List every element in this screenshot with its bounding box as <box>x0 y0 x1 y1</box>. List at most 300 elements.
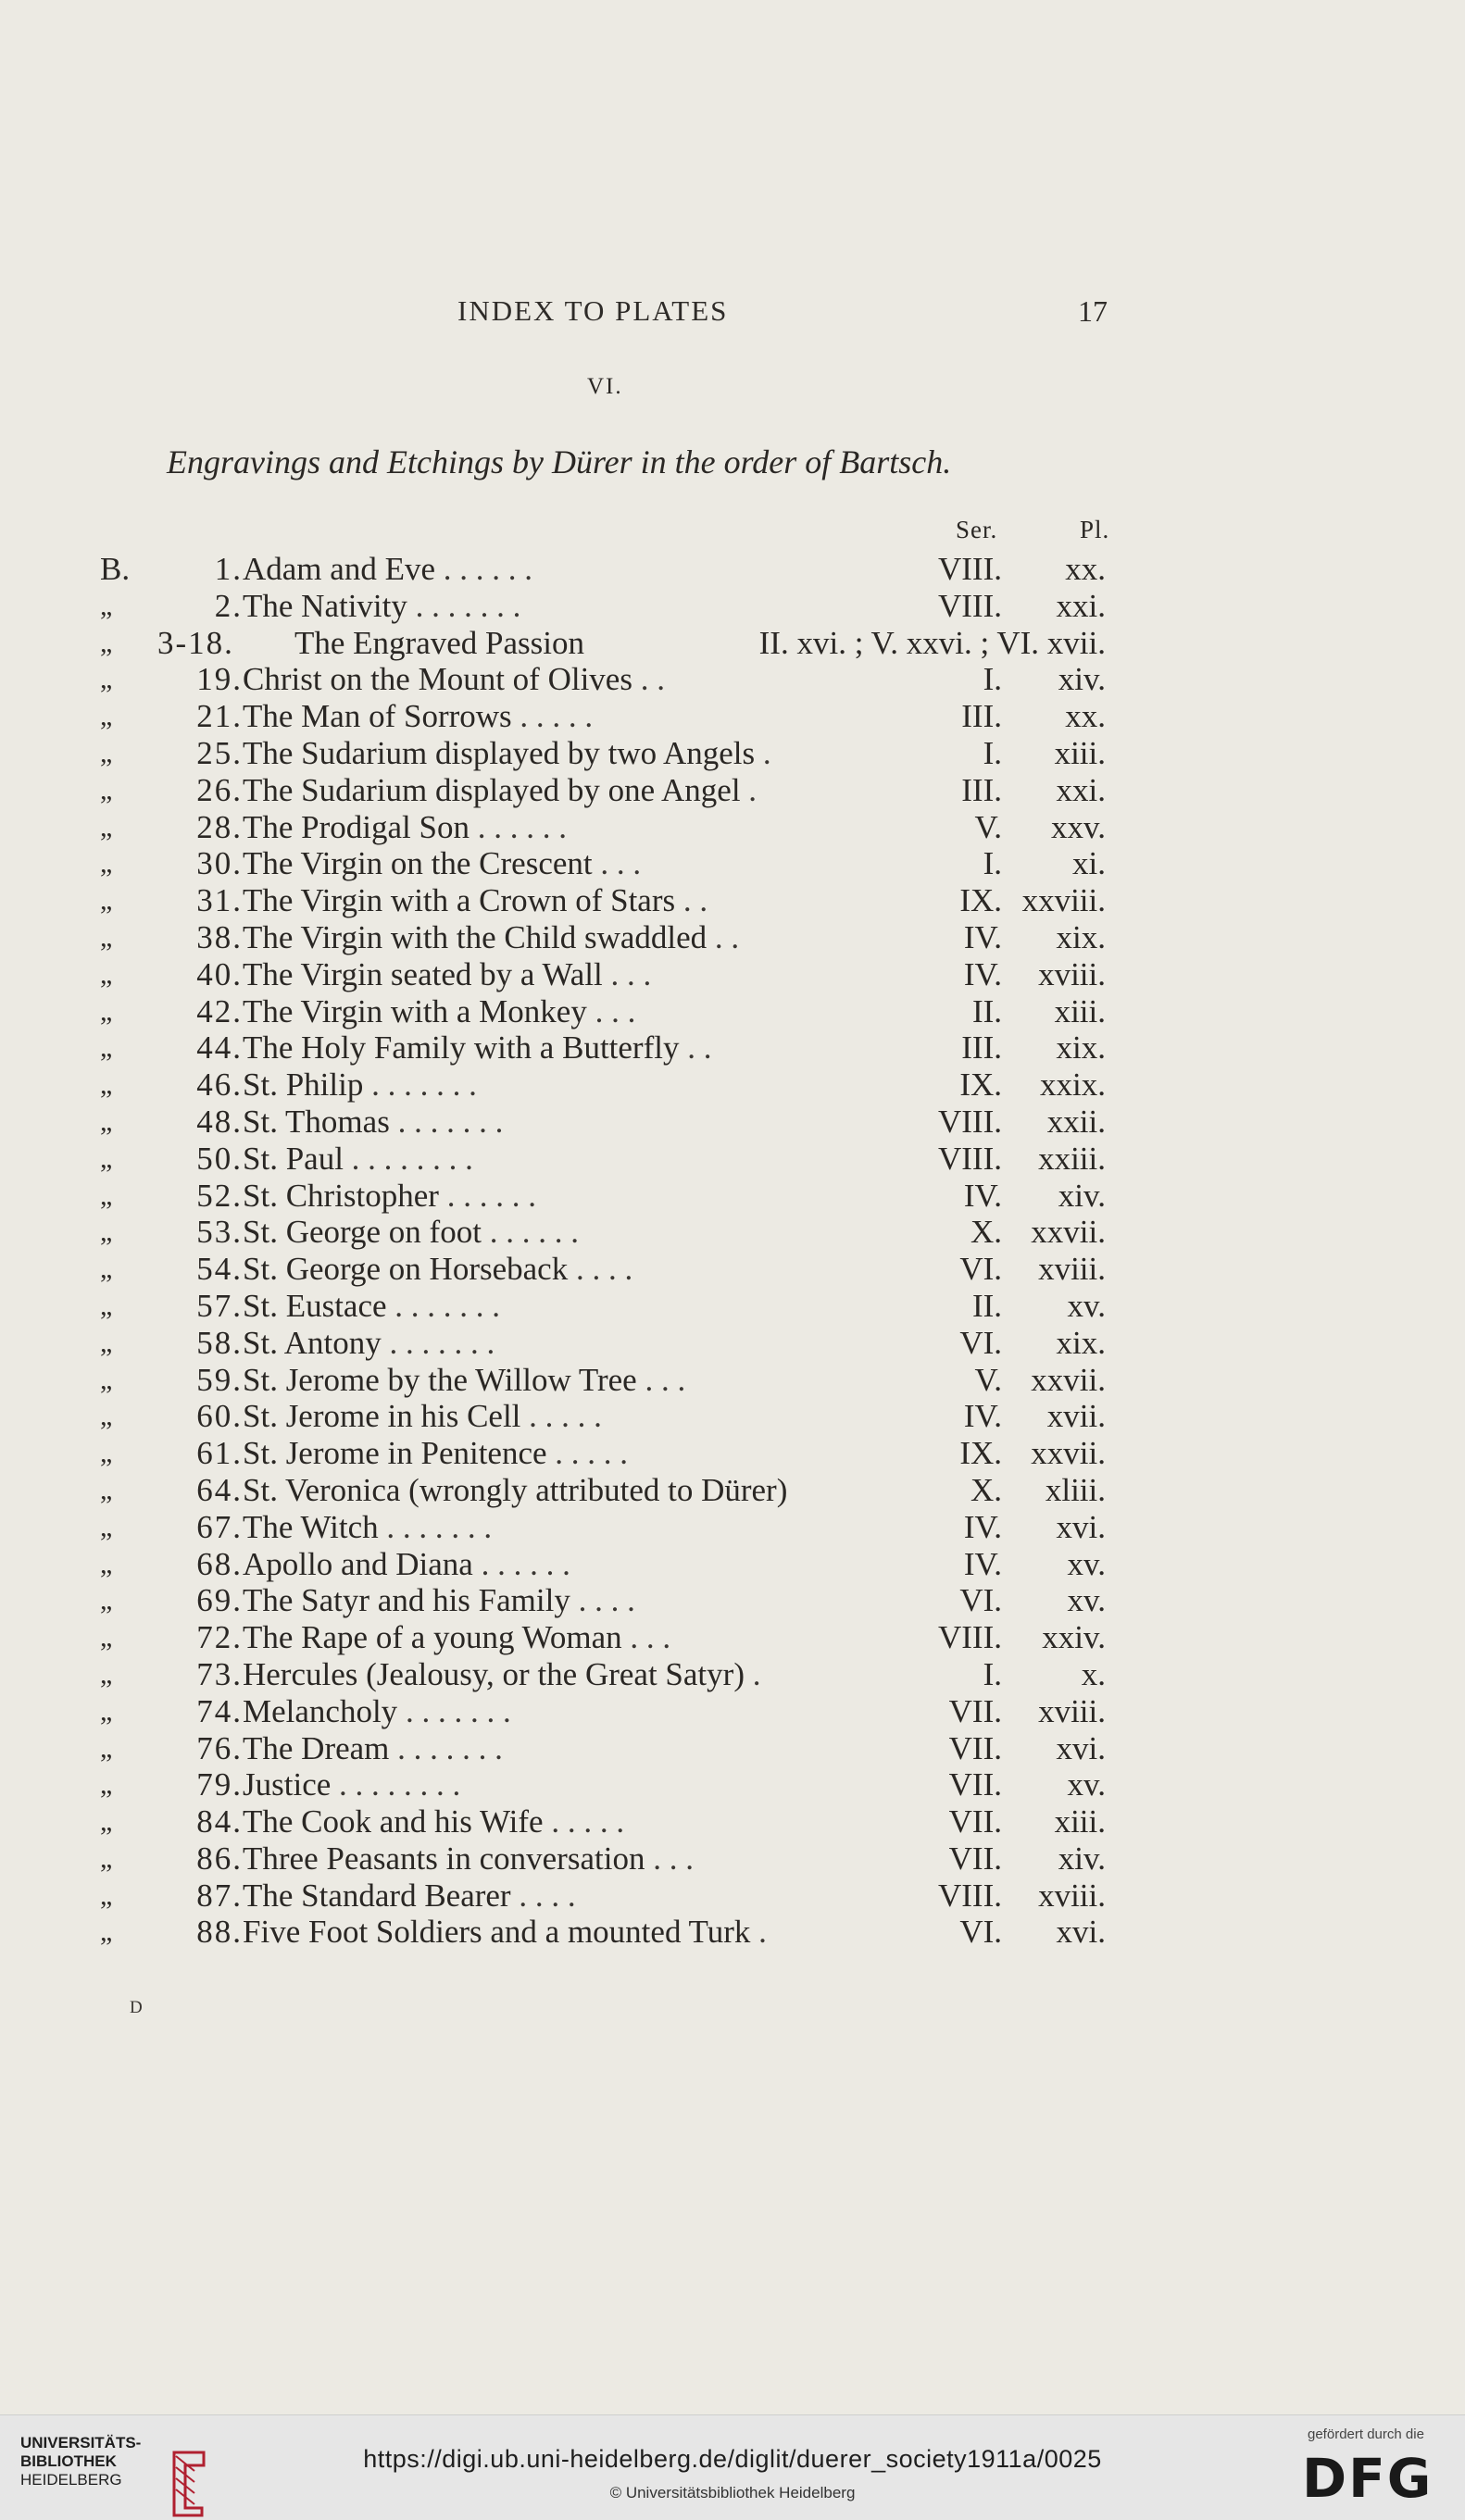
entry-title-text: The Man of Sorrows <box>243 698 512 735</box>
entry-title-text: Hercules (Jealousy, or the Great Satyr) <box>243 1655 745 1692</box>
entry-title-text: The Satyr and his Family <box>243 1582 570 1619</box>
entry-prefix: „ <box>100 885 113 917</box>
entry-series: II. <box>971 992 1002 1029</box>
entry-plate: xxii. <box>1046 1103 1106 1140</box>
entry-title-text: St. Paul <box>243 1140 344 1177</box>
dot-leader: . . . . . . . . <box>331 1766 461 1803</box>
entry-series: VII. <box>948 1766 1002 1803</box>
entry-series: X. <box>970 1471 1002 1508</box>
entry-bartsch-number: 1. <box>214 551 243 587</box>
entry-prefix: „ <box>100 1179 113 1211</box>
entry-prefix: „ <box>100 1069 113 1101</box>
entry-plate: xvii. <box>1046 1398 1106 1435</box>
entry-prefix: „ <box>100 664 113 695</box>
entry-title-text: St. Thomas <box>243 1103 390 1140</box>
entry-bartsch-number: 86. <box>196 1840 243 1877</box>
entry-plate: xiv. <box>1058 1177 1106 1214</box>
entry-series-plates: II. xvi. ; V. xxvi. ; VI. xvii. <box>758 624 1106 661</box>
index-entry <box>0 1029 1465 1067</box>
entry-title-text: Five Foot Soldiers and a mounted Turk <box>243 1914 751 1951</box>
entry-bartsch-number: 40. <box>196 955 243 992</box>
entry-bartsch-number: 46. <box>196 1067 243 1104</box>
entry-plate: xix. <box>1056 1029 1106 1067</box>
entry-title <box>243 1251 632 1288</box>
entry-title-text: The Virgin with the Child swaddled <box>243 918 707 955</box>
entry-plate: xxvii. <box>1031 1361 1106 1398</box>
entry-title <box>243 809 567 846</box>
dot-leader: . . . . <box>570 1582 635 1619</box>
viewer-footer <box>0 2414 1465 2520</box>
entry-prefix: „ <box>100 1548 113 1579</box>
index-entry <box>0 1251 1465 1288</box>
entry-bartsch-number: 19. <box>196 661 243 698</box>
index-entry <box>0 1878 1465 1915</box>
entry-bartsch-number: 57. <box>196 1287 243 1324</box>
index-entry <box>0 1730 1465 1767</box>
entry-title <box>243 1840 694 1878</box>
entry-bartsch-number: 64. <box>196 1471 243 1508</box>
entry-series: I. <box>983 845 1002 882</box>
entry-bartsch-number: 79. <box>196 1766 243 1803</box>
dot-leader: . . . . . . <box>481 1214 579 1251</box>
entry-title <box>243 1878 576 1915</box>
entry-series: I. <box>983 734 1002 771</box>
entry-bartsch-number: 73. <box>196 1655 243 1692</box>
entry-plate: xxvii. <box>1031 1214 1106 1251</box>
entry-plate: xxiii. <box>1038 1140 1106 1177</box>
index-entry <box>0 1325 1465 1362</box>
entry-series: IX. <box>959 882 1002 919</box>
entry-plate: xiii. <box>1054 992 1106 1029</box>
index-entry <box>0 1214 1465 1251</box>
entry-prefix: „ <box>100 811 113 842</box>
entry-series: III. <box>961 771 1002 808</box>
entry-title-text: St. George on foot <box>243 1214 482 1251</box>
entry-prefix: „ <box>100 1032 113 1064</box>
running-head <box>0 294 1465 331</box>
entry-title-text: St. George on Horseback <box>243 1251 569 1288</box>
entry-series: IX. <box>959 1067 1002 1104</box>
entry-prefix: „ <box>100 1842 113 1874</box>
funding-note: gefördert durch die <box>1308 2426 1424 2442</box>
column-header-series: Ser. <box>956 516 998 543</box>
index-entry <box>0 845 1465 882</box>
dot-leader: . . . . . . . <box>397 1692 511 1729</box>
entry-prefix: „ <box>100 1216 113 1248</box>
entry-title <box>243 993 635 1030</box>
entry-prefix: „ <box>100 1879 113 1911</box>
entry-title <box>243 1214 579 1251</box>
entry-plate: xv. <box>1067 1766 1106 1803</box>
entry-series: IV. <box>963 918 1002 955</box>
entry-title-text: Adam and Eve <box>243 551 435 587</box>
entry-plate: xviii. <box>1038 1877 1106 1914</box>
dot-leader: . . . <box>645 1840 694 1877</box>
section-number: VI. <box>587 374 623 399</box>
entry-prefix: „ <box>100 774 113 805</box>
index-entry <box>0 993 1465 1030</box>
entry-title-text: St. Antony <box>243 1324 382 1361</box>
entry-plate: xviii. <box>1038 955 1106 992</box>
entry-title <box>294 625 584 662</box>
entry-series: IV. <box>963 1508 1002 1545</box>
running-title: INDEX TO PLATES <box>457 294 729 327</box>
entry-prefix: „ <box>100 1658 113 1690</box>
index-entry <box>0 1398 1465 1435</box>
entry-series: VIII. <box>938 587 1002 624</box>
entry-bartsch-number: 21. <box>196 698 243 735</box>
index-entry <box>0 1435 1465 1472</box>
dot-leader: . <box>744 1655 761 1692</box>
dot-leader: . <box>755 734 771 771</box>
index-entry <box>0 735 1465 772</box>
section-subtitle: Engravings and Etchings by Dürer in the order of Bartsch. <box>167 443 952 480</box>
entry-title <box>243 1803 624 1840</box>
index-entry <box>0 1067 1465 1104</box>
page-number: 17 <box>1078 294 1108 328</box>
dot-leader: . . . . . . . <box>381 1324 495 1361</box>
entry-prefix: „ <box>100 921 113 953</box>
entry-title <box>243 551 532 588</box>
entry-plate: x. <box>1081 1655 1106 1692</box>
entry-title <box>243 919 739 956</box>
dot-leader: . . <box>632 661 665 698</box>
entry-plate: xix. <box>1056 918 1106 955</box>
index-entry <box>0 1546 1465 1583</box>
entry-prefix: „ <box>100 1438 113 1469</box>
index-entry <box>0 1362 1465 1399</box>
entry-title <box>243 1582 635 1619</box>
entry-bartsch-number: 3-18. <box>157 624 234 661</box>
entry-bartsch-number: 26. <box>196 771 243 808</box>
index-entry <box>0 1178 1465 1215</box>
entry-bartsch-number: 53. <box>196 1214 243 1251</box>
index-entry <box>0 772 1465 809</box>
dot-leader: . . . . . . . . <box>343 1140 473 1177</box>
entry-series: IV. <box>963 1545 1002 1582</box>
entry-title-text: The Virgin on the Crescent <box>243 845 593 882</box>
entry-series: VII. <box>948 1729 1002 1766</box>
column-header-plate: Pl. <box>1080 516 1110 543</box>
entry-title-text: The Dream <box>243 1729 390 1766</box>
dot-leader: . . <box>707 918 740 955</box>
entry-plate: xv. <box>1067 1287 1106 1324</box>
index-entry <box>0 661 1465 698</box>
entry-series: I. <box>983 1655 1002 1692</box>
dot-leader: . . . . . . . <box>378 1508 493 1545</box>
entry-bartsch-number: 59. <box>196 1361 243 1398</box>
entry-series: V. <box>974 808 1002 845</box>
entry-title-text: The Cook and his Wife <box>243 1803 544 1840</box>
entry-plate: xiii. <box>1054 734 1106 771</box>
entry-plate: xvi. <box>1056 1729 1106 1766</box>
entry-bartsch-number: 61. <box>196 1435 243 1472</box>
signature-mark: D <box>130 1998 143 2017</box>
entry-bartsch-number: 58. <box>196 1324 243 1361</box>
entry-title <box>243 1325 495 1362</box>
entry-prefix: „ <box>100 1105 113 1137</box>
entry-bartsch-number: 28. <box>196 808 243 845</box>
entry-series: I. <box>983 661 1002 698</box>
entry-title <box>243 1509 492 1546</box>
entry-series: VI. <box>959 1251 1002 1288</box>
entry-title <box>243 1914 767 1951</box>
entry-bartsch-number: 48. <box>196 1103 243 1140</box>
entry-series: VI. <box>959 1582 1002 1619</box>
dot-leader: . . . <box>592 845 642 882</box>
entry-title <box>243 1067 477 1104</box>
entry-bartsch-number: 42. <box>196 992 243 1029</box>
entry-title <box>243 1288 500 1325</box>
entry-bartsch-number: 52. <box>196 1177 243 1214</box>
dot-leader: . . . <box>586 992 636 1029</box>
entry-title <box>243 1766 460 1803</box>
entry-plate: xxviii. <box>1021 882 1106 919</box>
dot-leader: . . . . . . . <box>407 587 521 624</box>
entry-bartsch-number: 60. <box>196 1398 243 1435</box>
dot-leader: . . . <box>602 955 652 992</box>
entry-title-text: St. Jerome in Penitence <box>243 1435 547 1472</box>
entry-bartsch-number: 69. <box>196 1582 243 1619</box>
entry-series: VIII. <box>938 551 1002 587</box>
entry-plate: xxvii. <box>1031 1435 1106 1472</box>
entry-title <box>243 956 651 993</box>
entry-title <box>243 882 707 919</box>
dot-leader: . . . . . . . <box>363 1067 477 1104</box>
entry-title <box>243 845 641 882</box>
entry-title-text: Melancholy <box>243 1692 398 1729</box>
dot-leader: . . . . <box>510 1877 576 1914</box>
entry-title <box>243 1619 670 1656</box>
index-entry <box>0 1619 1465 1656</box>
index-entry <box>0 809 1465 846</box>
entry-series: VIII. <box>938 1619 1002 1656</box>
entry-title <box>243 1362 685 1399</box>
entry-plate: xvi. <box>1056 1508 1106 1545</box>
entry-title <box>243 698 593 735</box>
entry-title <box>243 1693 511 1730</box>
entry-bartsch-number: 84. <box>196 1803 243 1840</box>
entry-title-text: The Virgin with a Monkey <box>243 992 587 1029</box>
entry-prefix: „ <box>100 1732 113 1764</box>
entry-plate: xxi. <box>1056 771 1106 808</box>
dot-leader: . . . . . <box>543 1803 625 1840</box>
entry-title <box>243 1730 503 1767</box>
dot-leader: . . . . . . <box>434 551 532 587</box>
dot-leader: . . . . . . . <box>389 1103 504 1140</box>
entry-series: IV. <box>963 955 1002 992</box>
entry-prefix: B. <box>100 551 131 587</box>
entry-prefix: „ <box>100 1474 113 1505</box>
entry-title <box>243 735 771 772</box>
entry-bartsch-number: 50. <box>196 1140 243 1177</box>
entry-prefix: „ <box>100 1695 113 1727</box>
entry-bartsch-number: 74. <box>196 1692 243 1729</box>
entry-title-text: The Virgin seated by a Wall <box>243 955 603 992</box>
entry-bartsch-number: 38. <box>196 918 243 955</box>
entry-series: IV. <box>963 1177 1002 1214</box>
entry-title <box>243 1141 473 1178</box>
entry-plate: xiii. <box>1054 1803 1106 1840</box>
entry-series: VIII. <box>938 1140 1002 1177</box>
entry-bartsch-number: 25. <box>196 734 243 771</box>
entry-prefix: „ <box>100 1769 113 1801</box>
dot-leader: . . . . . . . <box>389 1729 503 1766</box>
entry-title-text: Apollo and Diana <box>243 1545 473 1582</box>
entry-series: VI. <box>959 1914 1002 1951</box>
entry-plate: xviii. <box>1038 1251 1106 1288</box>
dot-leader: . . . . . . <box>472 1545 570 1582</box>
entry-title <box>243 1029 711 1067</box>
entry-title-text: St. Jerome by the Willow Tree <box>243 1361 637 1398</box>
entry-plate: xv. <box>1067 1545 1106 1582</box>
entry-title-text: The Engraved Passion <box>294 624 584 661</box>
index-entry <box>0 625 1465 662</box>
entry-plate: xxv. <box>1051 808 1106 845</box>
entry-series: III. <box>961 1029 1002 1067</box>
entry-title-text: St. Christopher <box>243 1177 439 1214</box>
index-entry <box>0 956 1465 993</box>
entry-plate: xiv. <box>1058 1840 1106 1877</box>
index-entry <box>0 1288 1465 1325</box>
entry-plate: xxiv. <box>1042 1619 1106 1656</box>
plate-index-list <box>0 551 1465 1951</box>
index-entry <box>0 919 1465 956</box>
dot-leader: . . . . . <box>546 1435 629 1472</box>
entry-plate: xv. <box>1067 1582 1106 1619</box>
index-entry <box>0 588 1465 625</box>
index-entry <box>0 1803 1465 1840</box>
entry-title-text: St. Veronica (wrongly attributed to Dürer) <box>243 1471 788 1508</box>
permalink[interactable]: https://digi.ub.uni-heidelberg.de/diglit/duerer_society1911a/0025 <box>363 2445 1102 2473</box>
entry-bartsch-number: 76. <box>196 1729 243 1766</box>
index-entry <box>0 1656 1465 1693</box>
entry-series: IX. <box>959 1435 1002 1472</box>
entry-bartsch-number: 44. <box>196 1029 243 1067</box>
entry-bartsch-number: 72. <box>196 1619 243 1656</box>
entry-prefix: „ <box>100 1622 113 1653</box>
entry-title-text: The Sudarium displayed by one Angel <box>243 771 741 808</box>
index-entry <box>0 1104 1465 1141</box>
entry-series: V. <box>974 1361 1002 1398</box>
entry-title-text: St. Eustace <box>243 1287 387 1324</box>
entry-title <box>243 1546 570 1583</box>
entry-series: VI. <box>959 1324 1002 1361</box>
entry-prefix: „ <box>100 1364 113 1395</box>
index-entry <box>0 551 1465 588</box>
entry-prefix: „ <box>100 1401 113 1432</box>
index-entry <box>0 1914 1465 1951</box>
entry-plate: xvi. <box>1056 1914 1106 1951</box>
dot-leader: . . <box>675 882 708 919</box>
entry-title-text: The Sudarium displayed by two Angels <box>243 734 756 771</box>
entry-prefix: „ <box>100 627 113 658</box>
entry-prefix: „ <box>100 1511 113 1542</box>
entry-title-text: The Rape of a young Woman <box>243 1619 622 1656</box>
entry-prefix: „ <box>100 848 113 880</box>
dot-leader: . . . . . . . <box>386 1287 501 1324</box>
entry-series: VII. <box>948 1692 1002 1729</box>
entry-series: X. <box>970 1214 1002 1251</box>
index-entry <box>0 1141 1465 1178</box>
dfg-wordmark: DFG <box>1302 2447 1434 2510</box>
entry-title-text: The Nativity <box>243 587 407 624</box>
entry-prefix: „ <box>100 1916 113 1948</box>
entry-prefix: „ <box>100 1142 113 1174</box>
entry-title-text: Three Peasants in conversation <box>243 1840 645 1877</box>
entry-title <box>243 661 665 698</box>
entry-title <box>243 588 520 625</box>
index-entry <box>0 1693 1465 1730</box>
entry-title <box>243 1104 503 1141</box>
entry-bartsch-number: 2. <box>214 587 243 624</box>
entry-series: VIII. <box>938 1103 1002 1140</box>
index-entry <box>0 1509 1465 1546</box>
entry-title <box>243 772 757 809</box>
copyright-notice: © Universitätsbibliothek Heidelberg <box>609 2484 856 2501</box>
dot-leader: . . . . . . <box>438 1177 536 1214</box>
dot-leader: . . . <box>636 1361 686 1398</box>
entry-bartsch-number: 30. <box>196 845 243 882</box>
entry-title-text: The Virgin with a Crown of Stars <box>243 882 676 919</box>
index-entry <box>0 698 1465 735</box>
entry-bartsch-number: 54. <box>196 1251 243 1288</box>
entry-title-text: The Witch <box>243 1508 379 1545</box>
entry-title <box>243 1398 602 1435</box>
entry-plate: xx. <box>1065 551 1106 587</box>
entry-title <box>243 1656 760 1693</box>
library-name: UNIVERSITÄTS- BIBLIOTHEK HEIDELBERG <box>20 2434 142 2489</box>
index-entry <box>0 1472 1465 1509</box>
dot-leader: . . . . . <box>511 698 594 735</box>
entry-series: IV. <box>963 1398 1002 1435</box>
entry-title-text: Justice <box>243 1766 332 1803</box>
entry-prefix: „ <box>100 1806 113 1838</box>
dfg-logo[interactable] <box>1296 2426 1454 2512</box>
entry-title <box>243 1472 787 1509</box>
entry-prefix: „ <box>100 701 113 732</box>
entry-prefix: „ <box>100 737 113 768</box>
entry-series: VII. <box>948 1803 1002 1840</box>
entry-title-text: The Prodigal Son <box>243 808 470 845</box>
index-entry <box>0 1766 1465 1803</box>
entry-plate: xi. <box>1072 845 1106 882</box>
entry-title-text: The Standard Bearer <box>243 1877 511 1914</box>
index-entry <box>0 1582 1465 1619</box>
entry-series: II. <box>971 1287 1002 1324</box>
entry-title-text: St. Jerome in his Cell <box>243 1398 521 1435</box>
entry-prefix: „ <box>100 1254 113 1285</box>
entry-prefix: „ <box>100 1327 113 1358</box>
dot-leader: . <box>740 771 758 808</box>
entry-plate: xxix. <box>1040 1067 1106 1104</box>
index-entry <box>0 1840 1465 1878</box>
entry-plate: xliii. <box>1045 1471 1106 1508</box>
entry-prefix: „ <box>100 995 113 1027</box>
entry-plate: xx. <box>1065 698 1106 735</box>
dot-leader: . . <box>679 1029 712 1067</box>
dot-leader: . . . . . . <box>469 808 567 845</box>
entry-bartsch-number: 67. <box>196 1508 243 1545</box>
entry-series: VII. <box>948 1840 1002 1877</box>
entry-prefix: „ <box>100 958 113 990</box>
entry-plate: xviii. <box>1038 1692 1106 1729</box>
entry-title-text: St. Philip <box>243 1067 364 1104</box>
entry-plate: xxi. <box>1056 587 1106 624</box>
dot-leader: . . . . . <box>520 1398 602 1435</box>
entry-prefix: „ <box>100 1585 113 1616</box>
entry-series: III. <box>961 698 1002 735</box>
